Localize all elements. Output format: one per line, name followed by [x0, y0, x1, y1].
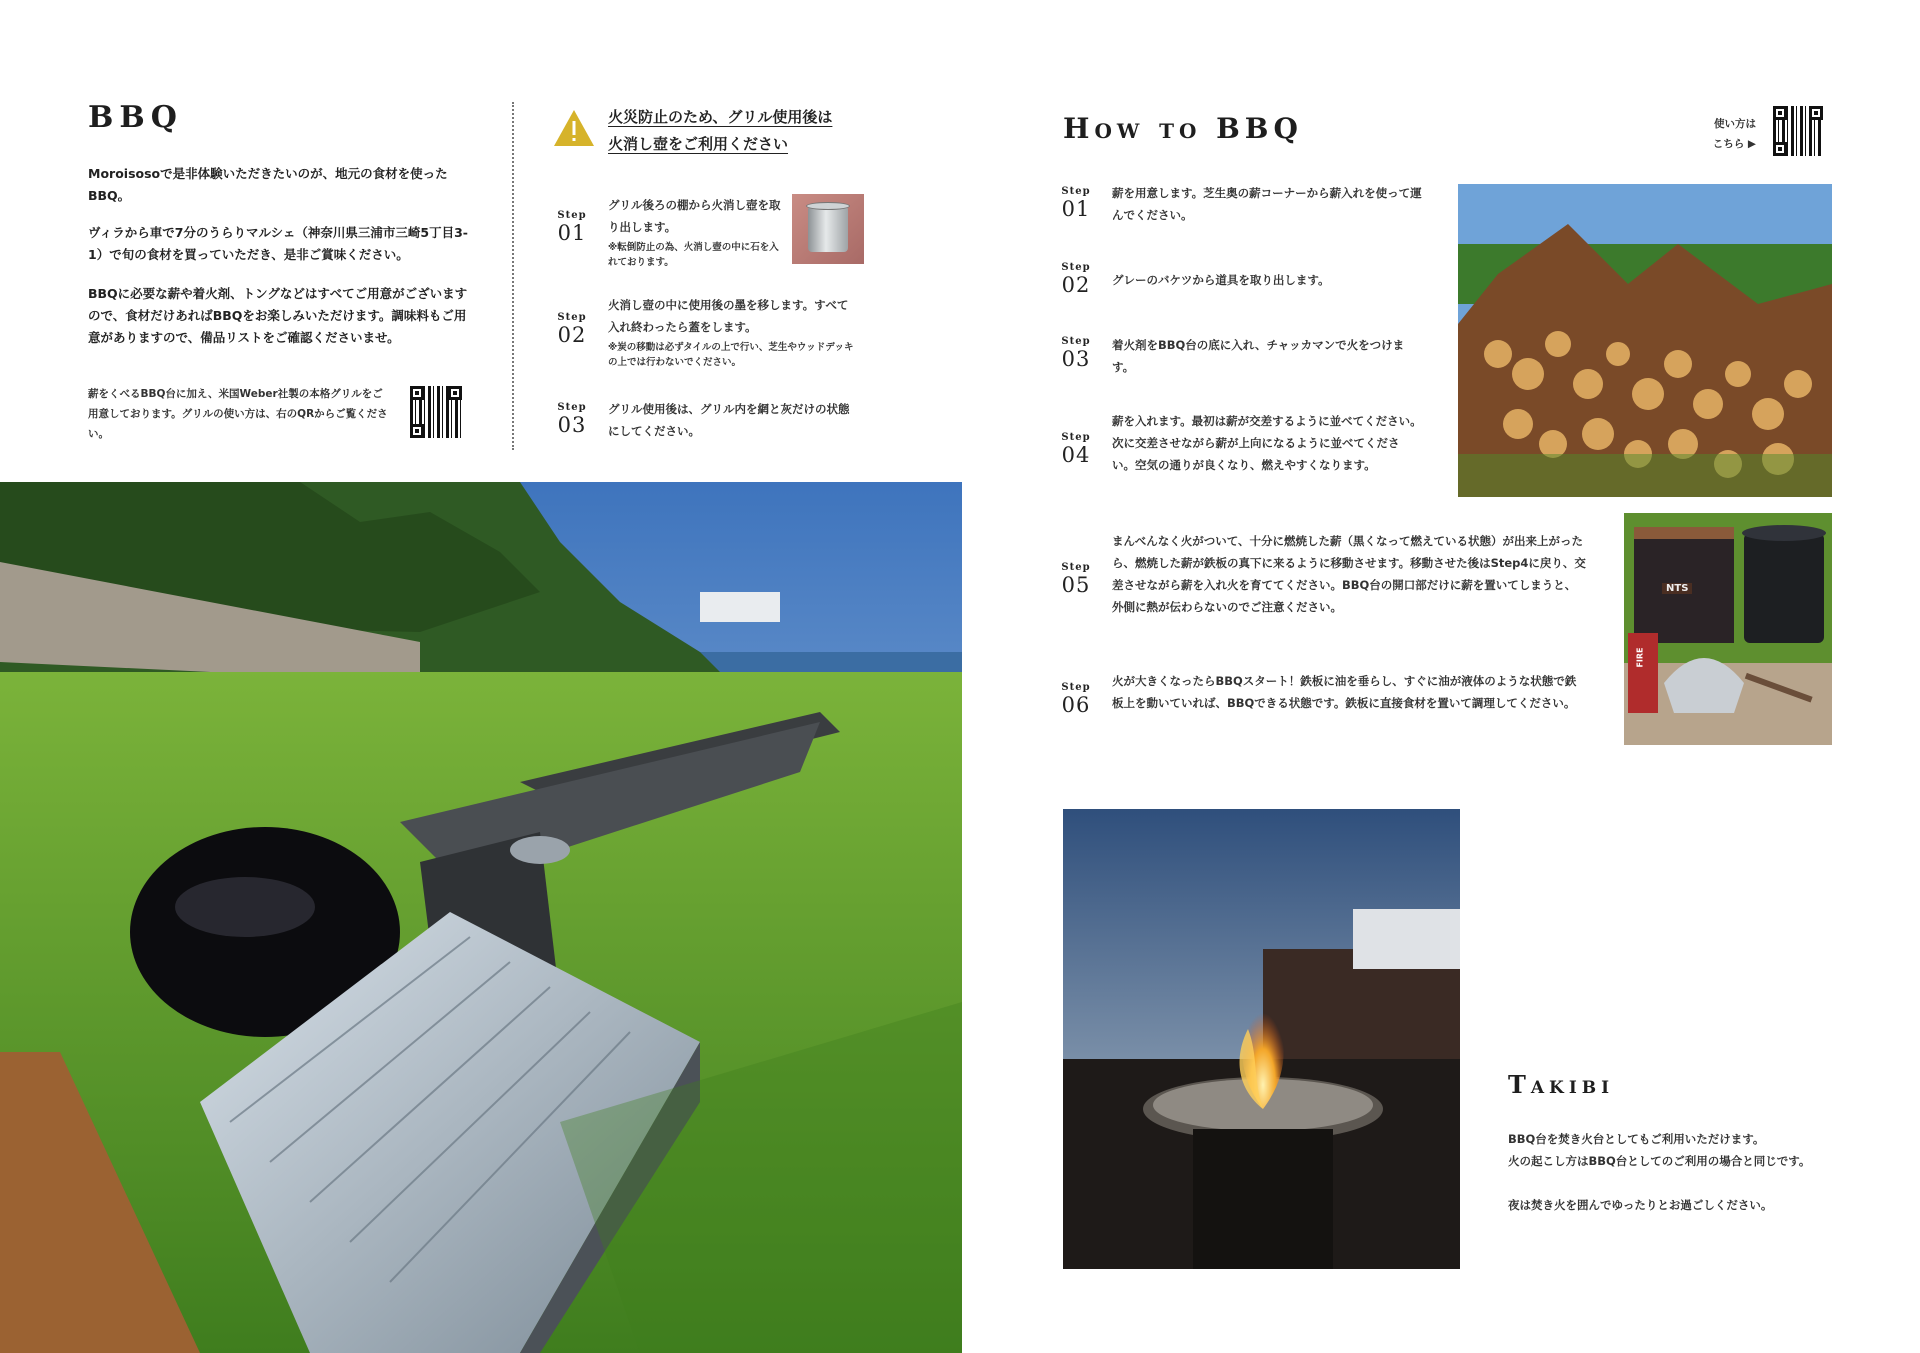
howto-step-3-text: 着火剤をBBQ台の底に入れ、チャッカマンで火をつけます。	[1112, 338, 1405, 374]
howto-step-5-label	[1054, 562, 1098, 596]
howto-step-1-label	[1054, 186, 1098, 220]
step-word: Step	[1061, 562, 1091, 573]
step-word: Step	[557, 402, 587, 413]
fire-label: FIRE	[1635, 647, 1645, 668]
step-number: 01	[557, 221, 587, 245]
warning-text	[608, 104, 832, 158]
warning-step-2-note: ※炭の移動は必ずタイルの上で行い、芝生やウッドデッキの上では行わないでください。	[608, 342, 854, 368]
step-number: 01	[1061, 197, 1091, 221]
garden-bbq-photo	[0, 482, 962, 1353]
warning-step-3-label	[550, 402, 594, 436]
step-word: Step	[1061, 336, 1091, 347]
campfire-photo	[1063, 809, 1460, 1269]
warning-step-1-note: ※転倒防止の為、火消し壺の中に石を入れております。	[608, 242, 779, 268]
grill-qr-code[interactable]	[410, 386, 462, 438]
step-word: Step	[1061, 186, 1091, 197]
howto-step-2-text: グレーのバケツから道具を取り出します。	[1112, 273, 1330, 287]
step-number: 04	[1061, 443, 1091, 467]
warning-step-3-text: グリル使用後は、グリル内を網と灰だけの状態にしてください。	[608, 402, 850, 438]
fire-extinguisher-pot-photo	[792, 194, 864, 264]
qr-caption-line-1: 使い方は	[1714, 118, 1756, 130]
firewood-stack-photo	[1458, 184, 1832, 497]
warning-step-1-text: グリル後ろの棚から火消し壺を取り出します。	[608, 198, 781, 234]
howto-step-4-text: 薪を入れます。最初は薪が交差するように並べてください。次に交差させながら薪が上向になるように並べてください。空気の通りが良くなり、燃えやすくなります。	[1112, 414, 1422, 472]
step-number: 03	[557, 413, 587, 437]
warning-step-2-text: 火消し壺の中に使用後の墨を移します。すべて入れ終わったら蓋をします。	[608, 298, 849, 334]
howto-step-3-label	[1054, 336, 1098, 370]
grill-note: 薪をくべるBBQ台に加え、米国Weber社製の本格グリルをご用意しております。グリルの使い方は、右のQRからご覧ください。	[88, 388, 388, 440]
step-word: Step	[557, 210, 587, 221]
howto-step-6-text: 火が大きくなったらBBQスタート！鉄板に油を垂らし、すぐに油が液体のような状態で鉄板上を動いていれば、BBQできる状態です。鉄板に直接食材を置いて調理してください。	[1112, 674, 1577, 710]
step-number: 02	[557, 323, 587, 347]
warning-line-1: 火災防止のため、グリル使用後は	[608, 108, 833, 126]
step-number: 03	[1061, 347, 1091, 371]
howto-title: How to BBQ	[1063, 112, 1303, 145]
bbq-intro-paragraph-2: ヴィラから車で7分のうらりマルシェ（神奈川県三浦市三崎5丁目3-1）で旬の食材を買っていただき、是非ご賞味ください。	[88, 225, 468, 262]
howto-step-6-label	[1054, 682, 1098, 716]
step-number: 02	[1061, 273, 1091, 297]
step-word: Step	[1061, 432, 1091, 443]
howto-step-4-label	[1054, 432, 1098, 466]
column-divider	[512, 102, 514, 450]
warning-step-2-label	[550, 312, 594, 346]
warning-icon	[552, 108, 596, 148]
howto-step-1-text: 薪を用意します。芝生奥の薪コーナーから薪入れを使って運んでください。	[1112, 186, 1422, 222]
bbq-intro-paragraph-1: Moroisosoで是非体験いただきたいのが、地元の食材を使ったBBQ。	[88, 166, 448, 203]
takibi-paragraph-1: BBQ台を焚き火台としてもご利用いただけます。	[1508, 1132, 1765, 1146]
warning-line-2: 火消し壺をご利用ください	[608, 135, 789, 153]
tool-box-sign: NTS	[1662, 583, 1692, 594]
step-number: 05	[1061, 573, 1091, 597]
step-number: 06	[1061, 693, 1091, 717]
bbq-intro-paragraph-3: BBQに必要な薪や着火剤、トングなどはすべてご用意がございますので、食材だけあればBBQをお楽しみいただけます。調味料もご用意がありますので、備品リストをご確認くださいませ。	[88, 286, 468, 345]
howto-qr-caption	[1706, 114, 1756, 154]
step-word: Step	[1061, 682, 1091, 693]
warning-step-1-label	[550, 210, 594, 244]
howto-step-5-text: まんべんなく火がついて、十分に燃焼した薪（黒くなって燃えている状態）が出来上がったら、燃焼した薪が鉄板の真下に来るように移動させます。移動させた後はStep4に戻り、交差させながら薪を入れ火を育ててください。BBQ台の開口部だけに薪を置いてしまうと、外側に熱が伝わらないのでご注意ください。	[1112, 534, 1586, 614]
bbq-title: BBQ	[88, 100, 183, 135]
howto-qr-code[interactable]	[1773, 106, 1823, 156]
qr-caption-line-2: こちら ▶	[1712, 138, 1756, 150]
bbq-tools-photo	[1624, 513, 1832, 745]
takibi-paragraph-2: 火の起こし方はBBQ台としてのご利用の場合と同じです。	[1508, 1154, 1811, 1168]
takibi-title: Takibi	[1508, 1070, 1615, 1099]
step-word: Step	[557, 312, 587, 323]
howto-step-2-label	[1054, 262, 1098, 296]
takibi-paragraph-3: 夜は焚き火を囲んでゆったりとお過ごしください。	[1508, 1198, 1773, 1212]
step-word: Step	[1061, 262, 1091, 273]
